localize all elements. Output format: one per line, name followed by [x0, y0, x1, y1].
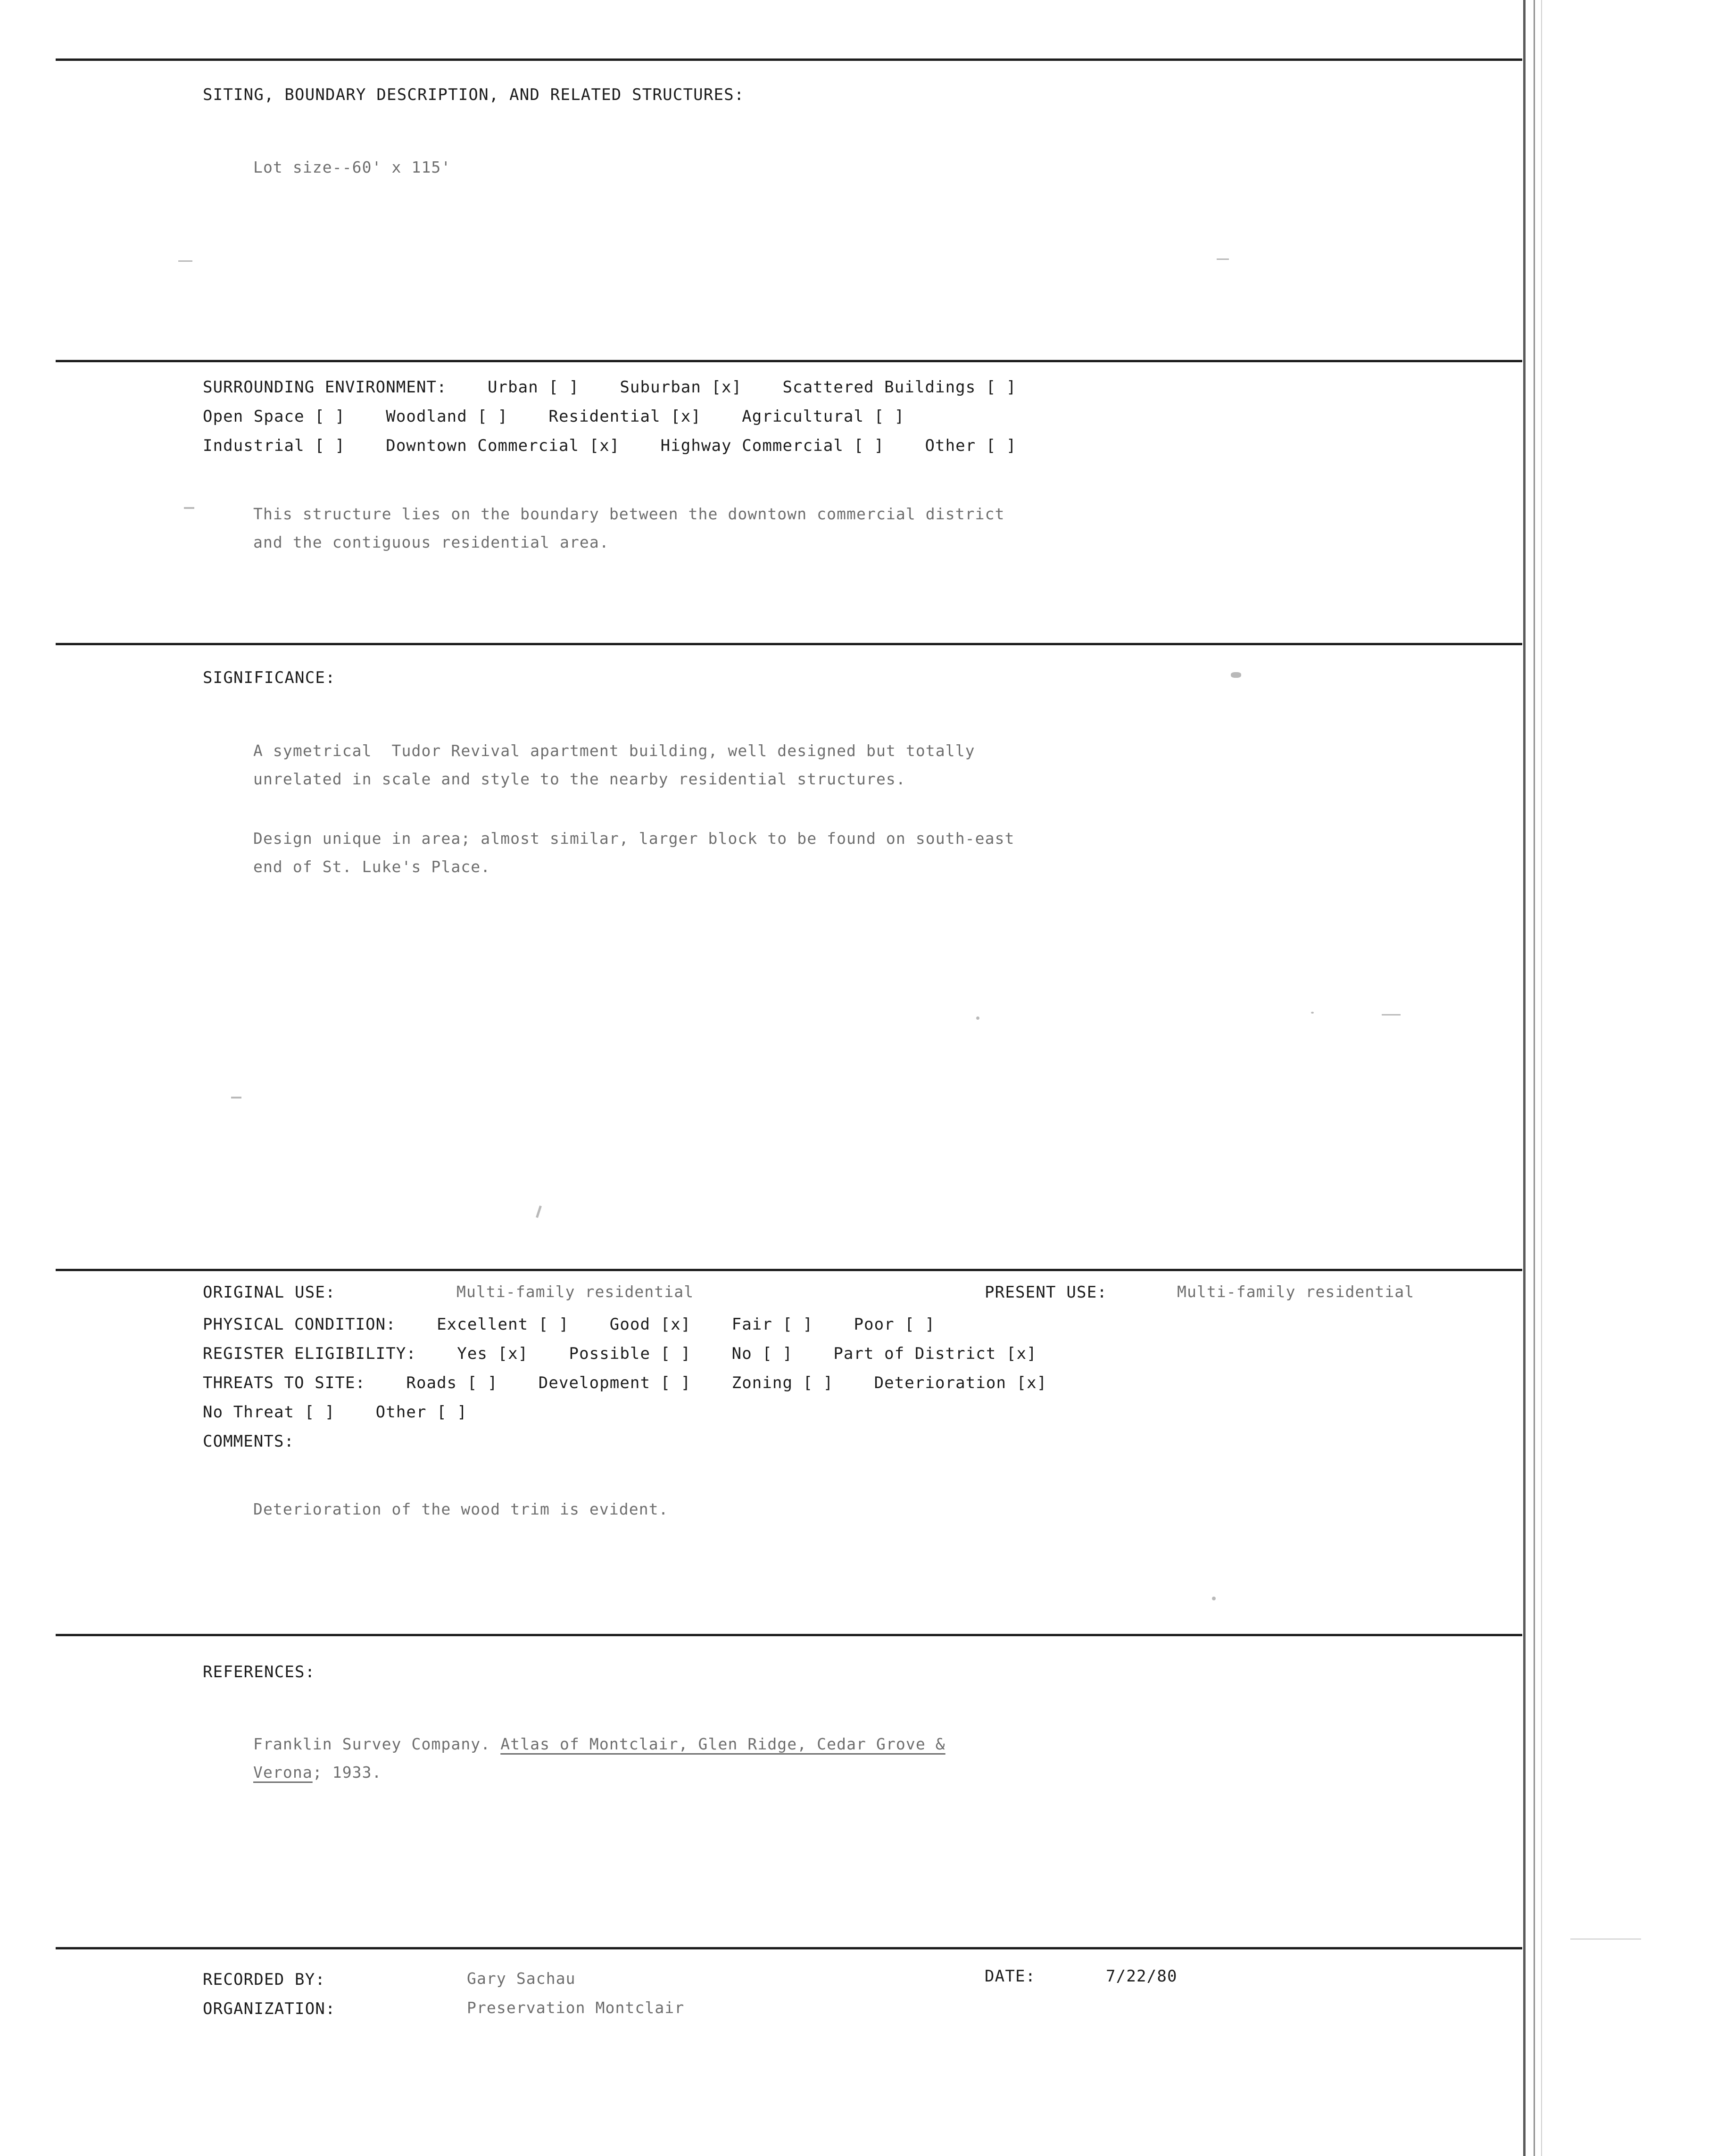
scan-speck [976, 1016, 979, 1020]
reference-entry-line-2 [253, 1761, 382, 1784]
comments-value: Deterioration of the wood trim is evident. [253, 1500, 669, 1518]
scan-speck [1570, 1939, 1641, 1940]
surrounding-environment-line-1: SURROUNDING ENVIRONMENT: Urban [ ] Suburban [x] Scattered Buildings [ ] [203, 378, 1017, 397]
scan-speck [178, 260, 192, 262]
significance-heading: SIGNIFICANCE: [203, 668, 336, 687]
date-label: DATE: [985, 1967, 1036, 1986]
scan-speck [1217, 258, 1229, 260]
reference-title-part-2: Verona [253, 1763, 313, 1781]
organization-value: Preservation Montclair [467, 1998, 685, 2017]
surrounding-environment-line-2: Open Space [ ] Woodland [ ] Residential [x] Agricultural [ ] [203, 407, 905, 426]
reference-title-part-1: Atlas of Montclair, Glen Ridge, Cedar Grove & [500, 1735, 946, 1753]
section-divider [56, 360, 1522, 362]
physical-condition-line: PHYSICAL CONDITION: Excellent [ ] Good [x] Fair [ ] Poor [ ] [203, 1315, 936, 1334]
scan-edge-artifact [1541, 0, 1542, 2156]
section-divider [56, 643, 1522, 645]
present-use-label: PRESENT USE: [985, 1283, 1108, 1302]
organization-label: ORGANIZATION: [203, 1999, 336, 2018]
present-use-value: Multi-family residential [1177, 1282, 1415, 1301]
scan-speck [1231, 672, 1241, 678]
surrounding-environment-note-line-2: and the contiguous residential area. [253, 533, 609, 551]
reference-year: ; 1933. [312, 1763, 382, 1781]
significance-paragraph-1-line-2: unrelated in scale and style to the nearby residential structures. [253, 770, 906, 788]
significance-paragraph-1-line-1: A symetrical Tudor Revival apartment building, well designed but totally [253, 741, 975, 760]
siting-heading: SITING, BOUNDARY DESCRIPTION, AND RELATED STRUCTURES: [203, 85, 745, 104]
section-divider [56, 1269, 1522, 1271]
reference-publisher: Franklin Survey Company. [253, 1735, 501, 1753]
section-divider [56, 58, 1522, 61]
scan-speck [536, 1206, 542, 1218]
reference-entry-line-1 [253, 1732, 946, 1756]
threats-to-site-line-2: No Threat [ ] Other [ ] [203, 1403, 467, 1422]
siting-body: Lot size--60' x 115' [253, 158, 451, 176]
recorded-by-label: RECORDED BY: [203, 1970, 326, 1989]
significance-paragraph-2-line-2: end of St. Luke's Place. [253, 857, 491, 876]
section-divider [56, 1947, 1522, 1949]
comments-label: COMMENTS: [203, 1432, 295, 1451]
recorded-by-value: Gary Sachau [467, 1969, 576, 1988]
register-eligibility-line: REGISTER ELIGIBILITY: Yes [x] Possible [ ] No [ ] Part of District [x] [203, 1344, 1037, 1363]
references-heading: REFERENCES: [203, 1663, 315, 1682]
surrounding-environment-note-line-1: This structure lies on the boundary between the downtown commercial district [253, 505, 1005, 523]
scan-speck [231, 1097, 241, 1099]
threats-to-site-line-1: THREATS TO SITE: Roads [ ] Development [ ] Zoning [ ] Deterioration [x] [203, 1374, 1047, 1392]
section-divider [56, 1634, 1522, 1636]
scan-edge-artifact [1523, 0, 1526, 2156]
original-use-label: ORIGINAL USE: [203, 1283, 336, 1302]
significance-paragraph-2-line-1: Design unique in area; almost similar, larger block to be found on south-east [253, 829, 1015, 848]
scan-speck [1212, 1597, 1216, 1600]
date-value: 7/22/80 [1106, 1967, 1178, 1986]
surrounding-environment-line-3: Industrial [ ] Downtown Commercial [x] Highway Commercial [ ] Other [ ] [203, 436, 1017, 455]
scan-speck [1311, 1012, 1314, 1014]
scan-speck [1382, 1014, 1401, 1016]
scan-speck [184, 507, 194, 509]
original-use-value: Multi-family residential [456, 1282, 694, 1301]
scan-edge-artifact [1534, 0, 1535, 2156]
